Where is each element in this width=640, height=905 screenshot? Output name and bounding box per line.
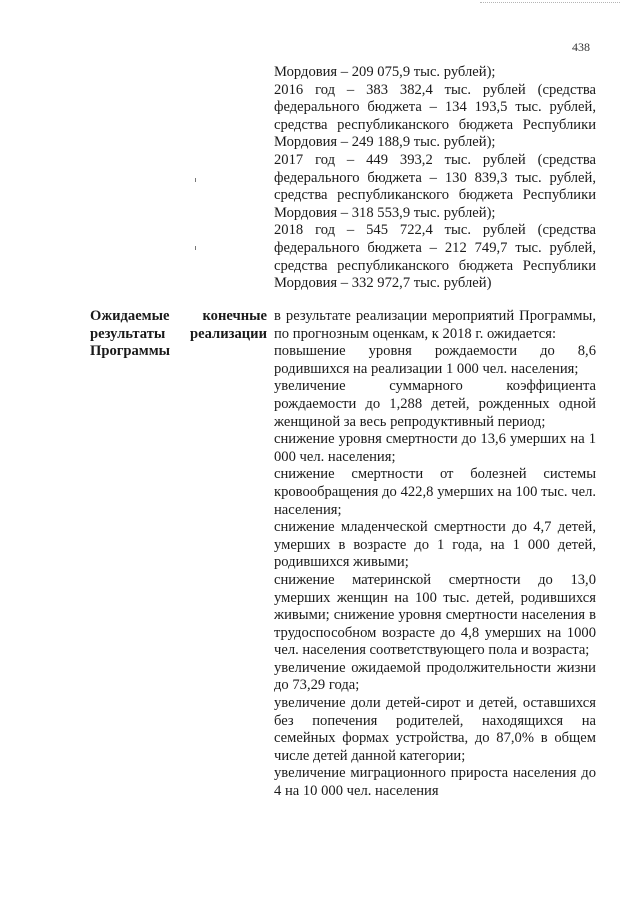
margin-tick-mark (195, 246, 196, 250)
result-item: увеличение доли детей-сирот и детей, оставшихся без попечения родителей, находящихся на семейных формах устройства, до 87,0% в общем числе детей данной категории; (274, 695, 596, 764)
budget-line: 2018 год – 545 722,4 тыс. рублей (средства федерального бюджета – 212 749,7 тыс. рублей, средства республиканского бюджета Республики Мордовия – 332 972,7 тыс. рублей) (274, 222, 596, 292)
result-item: снижение смертности от болезней системы кровообращения до 422,8 умерших на 100 тыс. чел. населения; (274, 466, 596, 518)
result-item: снижение уровня смертности до 13,6 умерших на 1 000 чел. населения; (274, 431, 596, 465)
budget-continuation (274, 64, 596, 293)
result-item: снижение младенческой смертности до 4,7 детей, умерших в возрасте до 1 года, на 1 000 детей, родившихся живыми; (274, 519, 596, 571)
margin-tick-mark (195, 178, 196, 182)
result-item: снижение материнской смертности до 13,0 умерших женщин на 100 тыс. детей, родившихся живыми; снижение уровня смертности населения в трудоспособном возрасте до 4,8 умерших на 1000 чел. населения соответствующего пола и возраста; (274, 571, 596, 659)
budget-line: 2016 год – 383 382,4 тыс. рублей (средства федерального бюджета – 134 193,5 тыс. рублей, средства республиканского бюджета Республики Мордовия – 249 188,9 тыс. рублей); (274, 81, 596, 151)
result-item: увеличение миграционного прироста населения до 4 на 10 000 чел. населения (274, 765, 596, 800)
scan-artifact (480, 2, 620, 9)
result-item: повышение уровня рождаемости до 8,6 родившихся на реализации 1 000 чел. населения; (274, 343, 596, 377)
page-number: 438 (572, 40, 590, 54)
result-item: в результате реализации мероприятий Программы, по прогнозным оценкам, к 2018 г. ожидается: (274, 308, 596, 342)
results-label: Ожидаемые конечные результаты реализации Программы (90, 308, 267, 360)
result-item: увеличение ожидаемой продолжительности жизни до 73,29 года; (274, 659, 596, 694)
result-item: увеличение суммарного коэффициента рождаемости до 1,288 детей, рожденных одной женщиной за весь репродуктивный период; (274, 378, 596, 430)
results-list (274, 308, 596, 801)
budget-line: Мордовия – 209 075,9 тыс. рублей); (274, 64, 496, 80)
budget-line: 2017 год – 449 393,2 тыс. рублей (средства федерального бюджета – 130 839,3 тыс. рублей, средства республиканского бюджета Республики Мордовия – 318 553,9 тыс. рублей); (274, 151, 596, 221)
